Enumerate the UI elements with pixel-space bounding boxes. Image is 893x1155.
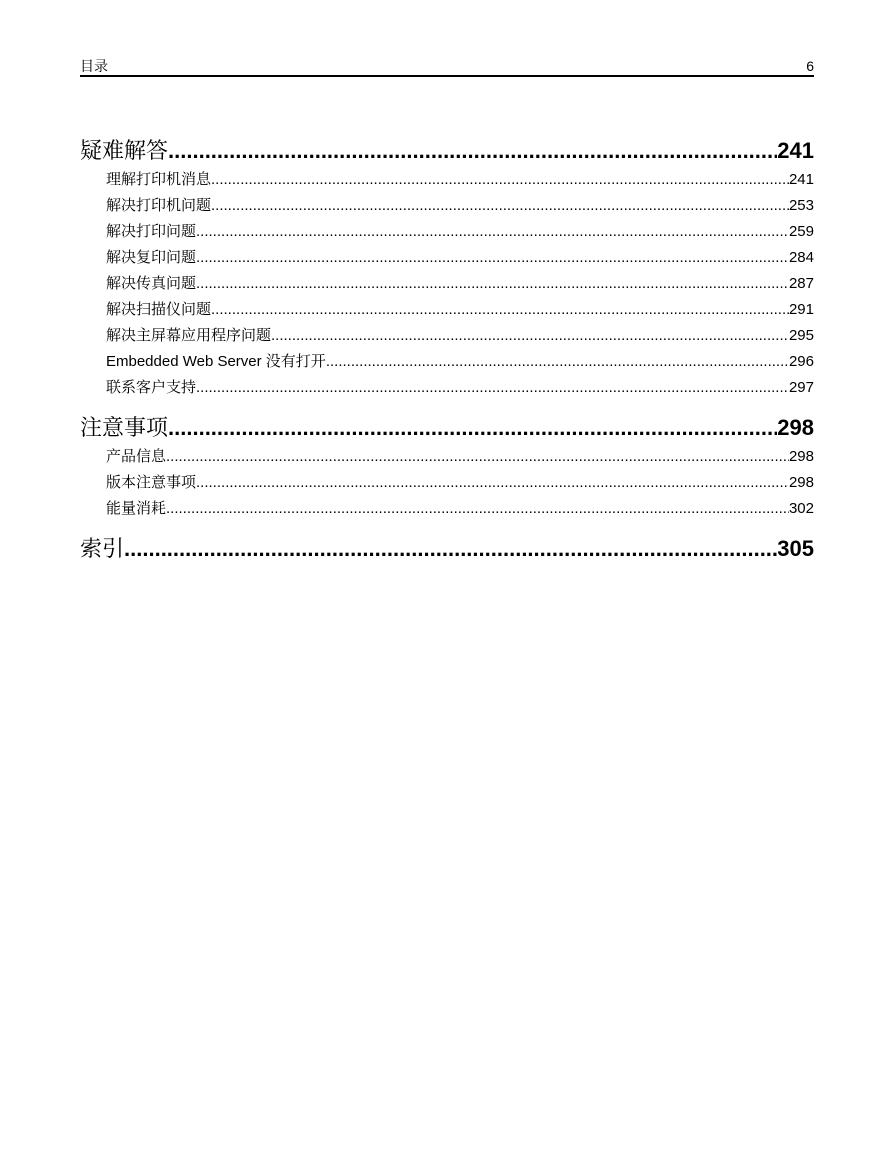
dot-leader <box>196 271 789 297</box>
toc-entry-page: 296 <box>788 353 814 370</box>
toc-entry-page: 287 <box>788 275 814 292</box>
toc-entry-page: 297 <box>788 379 814 396</box>
toc-chapter-page: 298 <box>777 415 814 440</box>
toc-entry-page: 302 <box>788 500 814 517</box>
toc-entry-title: 能量消耗 <box>106 500 167 517</box>
dot-leader <box>166 496 789 522</box>
dot-leader <box>124 536 777 562</box>
toc-entry[interactable] <box>80 349 814 375</box>
toc-section-troubleshooting <box>80 138 814 401</box>
dot-leader <box>196 375 789 401</box>
toc-chapter-entry[interactable] <box>80 415 814 441</box>
dot-leader <box>196 470 789 496</box>
dot-leader <box>168 138 777 164</box>
toc-chapter-title: 疑难解答 <box>80 139 169 164</box>
toc-entry[interactable] <box>80 496 814 522</box>
toc-entry-page: 253 <box>788 197 814 214</box>
toc-chapter-title: 索引 <box>80 537 125 562</box>
header-title: 目录 <box>80 58 108 74</box>
toc-entry-title: Embedded Web Server 没有打开 <box>106 353 326 370</box>
toc-chapter-entry[interactable] <box>80 536 814 562</box>
toc-entry-page: 298 <box>788 448 814 465</box>
toc-entry-title: 理解打印机消息 <box>106 171 212 188</box>
toc-entry-title: 解决主屏幕应用程序问题 <box>106 327 272 344</box>
toc-entry-page: 241 <box>788 171 814 188</box>
dot-leader <box>168 415 777 441</box>
toc-entry-title: 解决复印问题 <box>106 249 197 266</box>
toc-entry[interactable] <box>80 219 814 245</box>
toc-entry-page: 284 <box>788 249 814 266</box>
toc-chapter-page: 241 <box>777 138 814 163</box>
toc-entry[interactable] <box>80 297 814 323</box>
table-of-contents <box>80 138 814 576</box>
toc-entry[interactable] <box>80 375 814 401</box>
header-page-number: 6 <box>806 58 814 74</box>
toc-entry[interactable] <box>80 271 814 297</box>
toc-entry-title: 解决打印问题 <box>106 223 197 240</box>
toc-entry-title: 解决扫描仪问题 <box>106 301 212 318</box>
toc-entry-title: 产品信息 <box>106 448 167 465</box>
toc-entry[interactable] <box>80 193 814 219</box>
toc-entry-title: 解决传真问题 <box>106 275 197 292</box>
dot-leader <box>211 167 789 193</box>
toc-chapter-title: 注意事项 <box>80 416 169 441</box>
dot-leader <box>271 323 789 349</box>
toc-chapter-page: 305 <box>777 536 814 561</box>
toc-entry[interactable] <box>80 167 814 193</box>
toc-entry-page: 291 <box>788 301 814 318</box>
toc-entry[interactable] <box>80 245 814 271</box>
toc-entry[interactable] <box>80 444 814 470</box>
running-header <box>80 58 814 77</box>
toc-entry-page: 295 <box>788 327 814 344</box>
dot-leader <box>326 349 789 375</box>
dot-leader <box>211 193 789 219</box>
toc-section-index <box>80 536 814 562</box>
dot-leader <box>196 245 789 271</box>
toc-entry-page: 298 <box>788 474 814 491</box>
dot-leader <box>211 297 789 323</box>
toc-entry-title: 版本注意事项 <box>106 474 197 491</box>
dot-leader <box>166 444 789 470</box>
toc-entry-page: 259 <box>788 223 814 240</box>
toc-entry-title: 解决打印机问题 <box>106 197 212 214</box>
toc-chapter-entry[interactable] <box>80 138 814 164</box>
toc-entry-title: 联系客户支持 <box>106 379 197 396</box>
toc-entry[interactable] <box>80 470 814 496</box>
toc-entry[interactable] <box>80 323 814 349</box>
dot-leader <box>196 219 789 245</box>
toc-section-notices <box>80 415 814 522</box>
